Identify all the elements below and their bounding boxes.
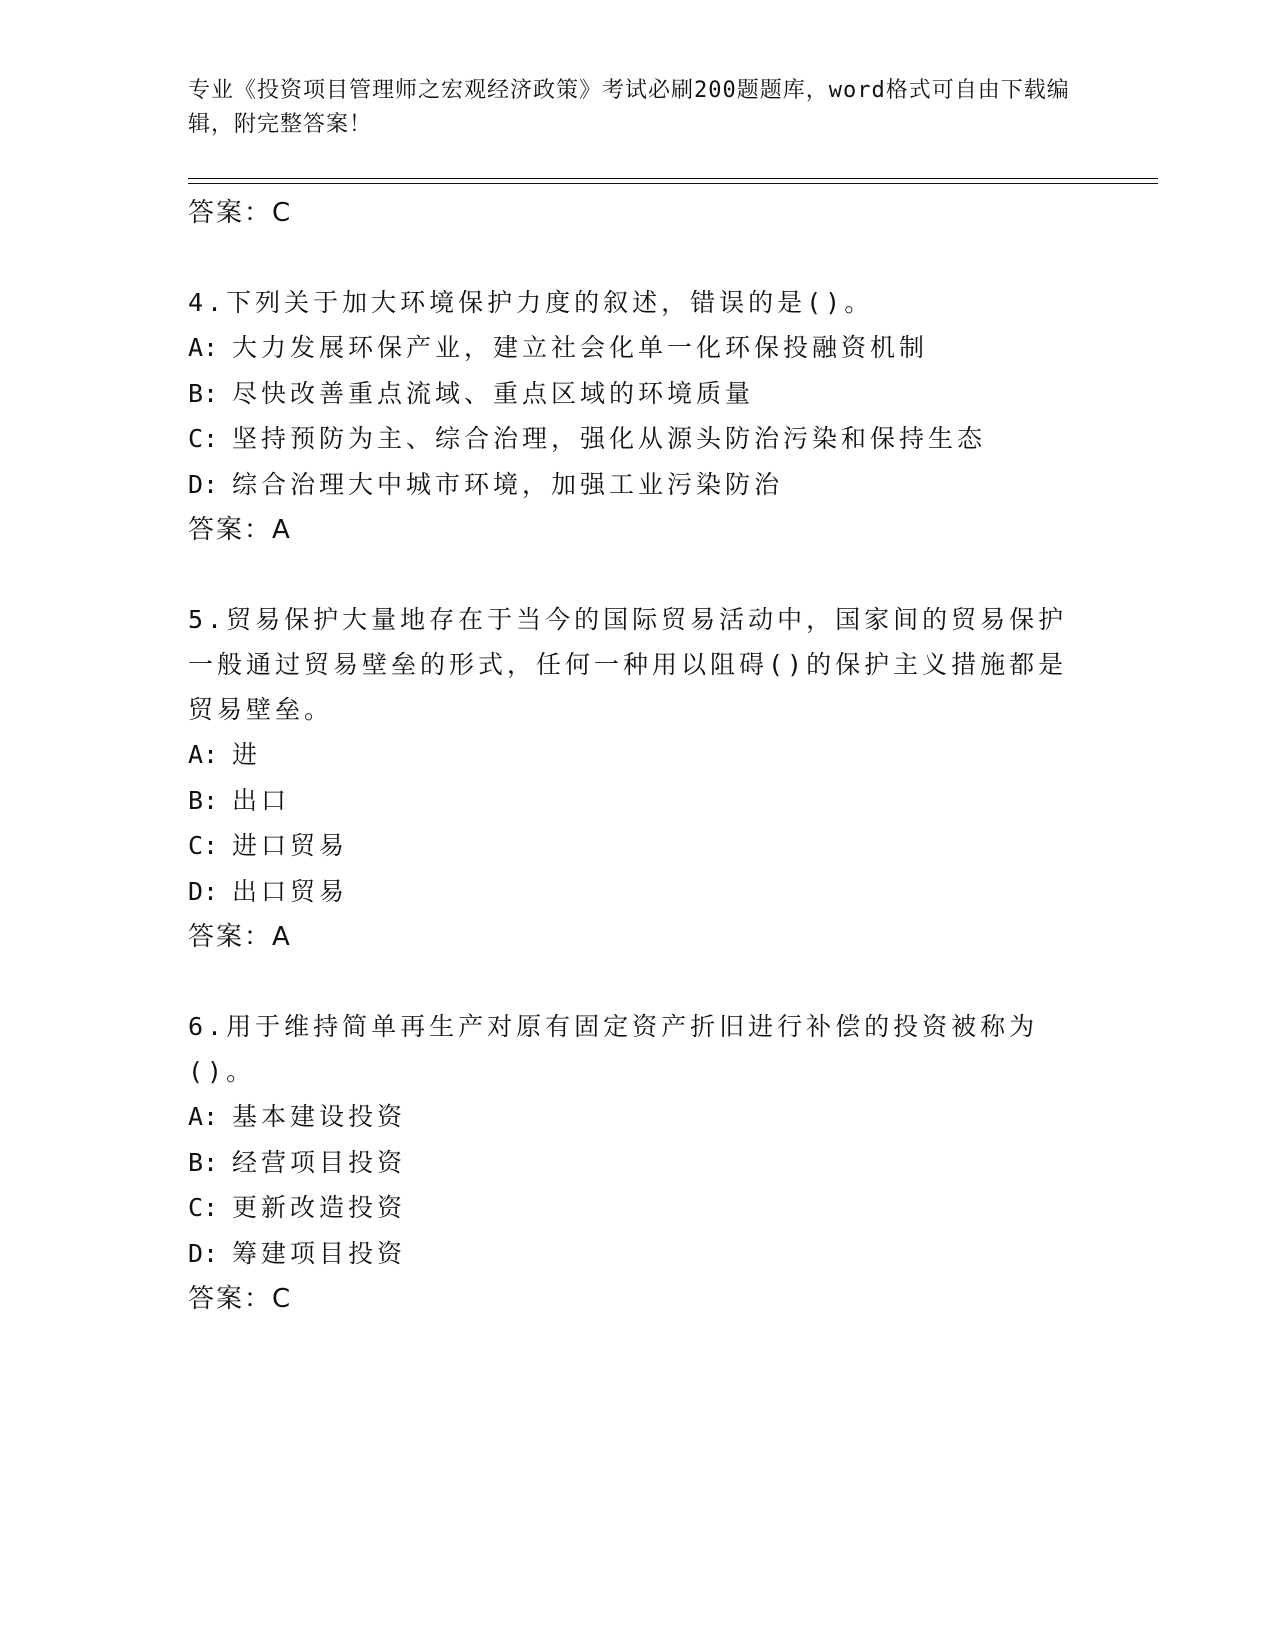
question-stem: 6.用于维持简单再生产对原有固定资产折旧进行补偿的投资被称为()。	[188, 1012, 1039, 1086]
option-letter: A:	[188, 333, 219, 362]
option-text: 综合治理大中城市环境，加强工业污染防治	[232, 469, 784, 499]
option-letter: C:	[188, 424, 219, 453]
option-text: 坚持预防为主、综合治理，强化从源头防治污染和保持生态	[232, 424, 987, 453]
option-text: 经营项目投资	[232, 1147, 407, 1177]
option-letter: B:	[188, 378, 219, 408]
option-letter: A:	[188, 1102, 219, 1131]
option-text: 进口贸易	[232, 831, 349, 860]
answer-line: 答案：A	[188, 515, 292, 545]
option-text: 更新改造投资	[232, 1193, 407, 1222]
option-c	[188, 416, 1088, 462]
option-b	[188, 1140, 1088, 1186]
option-d	[188, 1231, 1088, 1277]
document-body	[188, 190, 1088, 1322]
option-text: 基本建设投资	[232, 1102, 407, 1131]
question-stem: 4.下列关于加大环境保护力度的叙述，错误的是()。	[188, 288, 874, 317]
option-letter: D:	[188, 1238, 219, 1268]
option-d	[188, 869, 1088, 915]
answer-line: 答案：A	[188, 922, 292, 952]
option-d	[188, 462, 1088, 508]
document-header: 专业《投资项目管理师之宏观经济政策》考试必刷200题题库，word格式可自由下载编辑，附完整答案！	[188, 78, 1070, 137]
option-letter: C:	[188, 831, 219, 860]
option-c	[188, 1185, 1088, 1231]
option-text: 筹建项目投资	[232, 1238, 407, 1268]
option-text: 出口贸易	[232, 876, 349, 906]
option-letter: A:	[188, 740, 219, 769]
question-stem: 5.贸易保护大量地存在于当今的国际贸易活动中，国家间的贸易保护一般通过贸易壁垒的形式，任何一种用以阻碍()的保护主义措施都是贸易壁垒。	[188, 605, 1068, 724]
option-b	[188, 371, 1088, 417]
option-a	[188, 732, 1088, 778]
question-5	[188, 597, 1088, 960]
header-divider-thin	[188, 178, 1158, 179]
question-4	[188, 280, 1088, 553]
option-letter: B:	[188, 1147, 219, 1177]
option-letter: B:	[188, 785, 219, 815]
header-divider-second	[188, 183, 1158, 184]
option-letter: C:	[188, 1193, 219, 1222]
answer-line: 答案：C	[188, 198, 293, 228]
answer-line: 答案：C	[188, 1284, 293, 1314]
option-c	[188, 823, 1088, 869]
option-text: 出口	[232, 785, 291, 815]
option-letter: D:	[188, 876, 219, 906]
option-a	[188, 1094, 1088, 1140]
question-6	[188, 1004, 1088, 1322]
option-letter: D:	[188, 469, 219, 499]
option-a	[188, 325, 1088, 371]
option-text: 尽快改善重点流域、重点区域的环境质量	[232, 378, 755, 408]
option-text: 大力发展环保产业，建立社会化单一化环保投融资机制	[232, 333, 929, 362]
option-text: 进	[232, 740, 262, 769]
option-b	[188, 778, 1088, 824]
